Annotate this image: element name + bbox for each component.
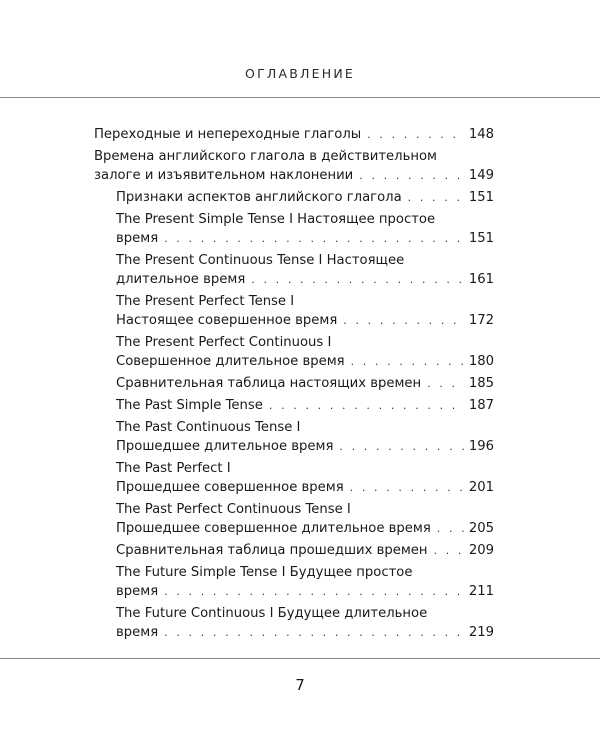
- toc-entry-title: The Present Simple Tense I Настоящее простое: [116, 212, 436, 227]
- dot-leader: [251, 270, 465, 289]
- toc-page-number: 185: [468, 376, 494, 391]
- toc-page-number: 219: [468, 625, 494, 640]
- top-divider: [0, 97, 600, 98]
- toc-page-number: 172: [468, 313, 494, 328]
- toc-entry-title: The Present Continuous Tense I Настоящее: [116, 253, 405, 268]
- dot-leader: [343, 311, 465, 330]
- dot-leader: [437, 519, 465, 538]
- dot-leader: [351, 352, 465, 371]
- bottom-divider: [0, 658, 600, 659]
- toc-entry-title-continued: Прошедшее совершенное длительное время: [116, 521, 431, 536]
- toc-entry-title: Переходные и непереходные глаголы: [94, 127, 362, 142]
- toc-entry[interactable]: [94, 374, 494, 393]
- toc-entry-title-continued: Прошедшее совершенное время: [116, 480, 344, 495]
- toc-entry-title: Времена английского глагола в действительном: [94, 149, 437, 164]
- toc-entry-title: The Past Simple Tense: [116, 398, 263, 413]
- toc-entry-title-continued: время: [116, 625, 159, 640]
- dot-leader: [164, 623, 465, 642]
- dot-leader: [269, 396, 465, 415]
- toc-entry-title-continued: Настоящее совершенное время: [116, 313, 338, 328]
- dot-leader: [350, 478, 465, 497]
- dot-leader: [434, 541, 465, 560]
- toc-entry[interactable]: [94, 541, 494, 560]
- toc-page-number: 201: [468, 480, 494, 495]
- toc-page-number: 209: [468, 543, 494, 558]
- toc-page-number: 151: [468, 190, 494, 205]
- toc-entry[interactable]: [94, 563, 494, 601]
- toc-entry-title-continued: Прошедшее длительное время: [116, 439, 334, 454]
- toc-page-number: 161: [468, 272, 494, 287]
- toc-entry-title: Признаки аспектов английского глагола: [116, 190, 402, 205]
- toc-entry-title: The Present Perfect Tense I: [116, 294, 295, 309]
- toc-entry-title: The Past Continuous Tense I: [116, 420, 301, 435]
- dot-leader: [359, 166, 465, 185]
- dot-leader: [164, 229, 465, 248]
- dot-leader: [164, 582, 465, 601]
- dot-leader: [367, 125, 465, 144]
- dot-leader: [408, 188, 465, 207]
- toc-entry-title-continued: длительное время: [116, 272, 246, 287]
- toc-entry-title: The Present Perfect Continuous I: [116, 335, 332, 350]
- toc-entry-title-continued: время: [116, 231, 159, 246]
- toc-page-number: 205: [468, 521, 494, 536]
- page-number: 7: [295, 676, 305, 694]
- toc-page-number: 149: [468, 168, 494, 183]
- toc-page-number: 180: [468, 354, 494, 369]
- toc-page-number: 196: [468, 439, 494, 454]
- toc-entry-title-continued: Совершенное длительное время: [116, 354, 345, 369]
- toc-entry[interactable]: [94, 396, 494, 415]
- toc-entry-title: The Future Simple Tense I Будущее простое: [116, 565, 413, 580]
- toc-entry[interactable]: [94, 147, 494, 185]
- toc-entry-title-continued: залоге и изъявительном наклонении: [94, 168, 354, 183]
- toc-entry-title: The Future Continuous I Будущее длительное: [116, 606, 428, 621]
- page-title: ОГЛАВЛЕНИЕ: [245, 66, 355, 81]
- toc-entry[interactable]: [94, 418, 494, 456]
- toc-entry[interactable]: [94, 333, 494, 371]
- toc-page-number: 151: [468, 231, 494, 246]
- toc-entry-title: Сравнительная таблица настоящих времен: [116, 376, 422, 391]
- toc-entry[interactable]: [94, 459, 494, 497]
- toc-entry[interactable]: [94, 251, 494, 289]
- toc-entry-title: The Past Perfect I: [116, 461, 231, 476]
- toc-entry[interactable]: [94, 125, 494, 144]
- toc-entry-title-continued: время: [116, 584, 159, 599]
- toc-entry-title: Сравнительная таблица прошедших времен: [116, 543, 428, 558]
- toc-entry-title: The Past Perfect Continuous Tense I: [116, 502, 351, 517]
- toc-entry[interactable]: [94, 188, 494, 207]
- dot-leader: [339, 437, 464, 456]
- table-of-contents: [94, 125, 494, 645]
- toc-page-number: 187: [468, 398, 494, 413]
- toc-entry[interactable]: [94, 292, 494, 330]
- toc-entry[interactable]: [94, 604, 494, 642]
- toc-page-number: 211: [468, 584, 494, 599]
- toc-page-number: 148: [468, 127, 494, 142]
- toc-entry[interactable]: [94, 500, 494, 538]
- dot-leader: [427, 374, 465, 393]
- toc-entry[interactable]: [94, 210, 494, 248]
